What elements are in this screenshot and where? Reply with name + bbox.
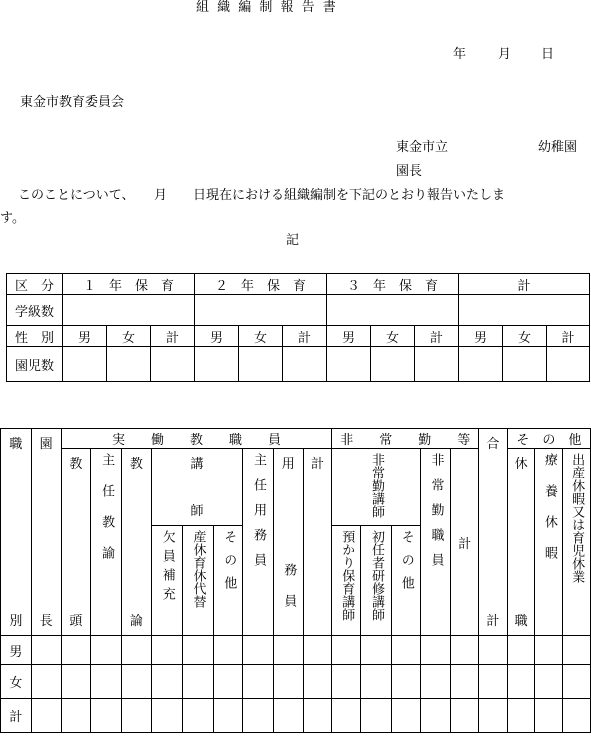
input-children[interactable] [239,347,283,382]
youmu-bottom: 務員 [281,563,297,625]
input-cell[interactable] [563,665,591,699]
input-children[interactable] [415,347,459,382]
kou-sonota-label: その他 [221,530,237,599]
input-classes-year1[interactable] [63,295,195,326]
gender-male: 男 [327,326,371,347]
input-cell[interactable] [182,636,214,665]
input-cell[interactable] [361,665,392,699]
ki-label: 記 [286,233,300,248]
date-year: 年 [453,47,467,62]
input-cell[interactable] [535,699,563,733]
input-cell[interactable] [61,665,91,699]
body-line-2: す。 [0,211,25,226]
col-shoku [1,429,32,636]
gender-female: 女 [371,326,415,347]
input-cell[interactable] [91,636,122,665]
group-koushi [151,449,242,526]
gender-male: 男 [195,326,239,347]
input-cell[interactable] [182,699,214,733]
addressee: 東金市教育委員会 [20,95,125,110]
kyushoku-top: 休 [514,457,528,472]
gou-top-label: 合 [486,437,500,452]
col-hijoukin-sonota [391,526,420,636]
input-cell[interactable] [31,636,61,665]
input-cell[interactable] [122,665,152,699]
gender-male: 男 [63,326,107,347]
input-children[interactable] [327,347,371,382]
input-cell[interactable] [243,636,274,665]
ketsuin-label: 欠員補充 [159,530,175,606]
row-label-male: 男 [1,636,32,665]
gender-total: 計 [547,326,590,347]
sender-city: 東金市立 [396,140,449,155]
en-top-label: 園 [39,437,53,452]
gender-female: 女 [107,326,151,347]
col-youmu [273,449,303,636]
input-cell[interactable] [61,699,91,733]
col-sankyu [182,526,214,636]
input-cell[interactable] [303,665,332,699]
shoku-bottom-label: 別 [9,614,23,629]
input-children[interactable] [459,347,503,382]
input-cell[interactable] [151,699,182,733]
shunin-youmu-label: 主任用務員 [251,453,266,578]
input-cell[interactable] [507,699,535,733]
date-month: 月 [498,47,512,62]
sender-principal: 園長 [396,164,423,179]
input-children[interactable] [63,347,107,382]
input-cell[interactable] [420,665,451,699]
azukari-label: 預かり保育講師 [339,530,355,621]
input-cell[interactable] [243,699,274,733]
body-line-1: このことについて、 月 日現在における組織編制を下記のとおり報告いたしま [18,188,505,203]
input-cell[interactable] [273,699,303,733]
shoku-top-label: 職 [9,437,23,452]
col-kei1 [303,449,332,636]
input-cell[interactable] [31,665,61,699]
col-hijoukin-shokuin [420,449,451,636]
input-cell[interactable] [151,665,182,699]
group-sonota: そ の 他 [507,429,590,449]
input-cell[interactable] [391,665,420,699]
col-kei2 [451,449,479,636]
input-children[interactable] [547,347,590,382]
input-cell[interactable] [214,665,243,699]
shussan-label: 出産休暇又は育児休業 [569,453,585,583]
input-children[interactable] [503,347,547,382]
col-shunin-kyouyu [91,449,122,636]
enrollment-table [6,273,590,382]
input-classes-year2[interactable] [195,295,327,326]
youmu-top: 用 [281,457,295,472]
input-cell[interactable] [451,636,479,665]
kyushoku-bottom: 職 [514,614,528,629]
corner-label: 区 分 [7,274,63,295]
input-cell[interactable] [243,665,274,699]
input-cell[interactable] [303,636,332,665]
gender-female: 女 [503,326,547,347]
kyoutou-bottom: 頭 [69,614,83,629]
input-cell[interactable] [563,699,591,733]
col-kyoutou [61,449,91,636]
en-bottom-label: 長 [39,614,53,629]
input-cell[interactable] [507,665,535,699]
row-label-classes: 学級数 [7,295,63,326]
input-cell[interactable] [420,636,451,665]
hijoukin-shokuin-label: 非常勤職員 [428,453,444,578]
sankyu-label: 産休育休代替 [190,530,206,608]
col-kyushoku [507,449,535,636]
input-cell[interactable] [332,636,361,665]
group-jitsudou: 実 働 教 職 員 [61,429,332,449]
group-hijoukin: 非 常 勤 等 [332,429,479,449]
col-kyouyu [122,449,152,636]
input-cell[interactable] [391,636,420,665]
row-label-children: 園児数 [7,347,63,382]
input-cell[interactable] [214,636,243,665]
hijoukin-sonota-label: その他 [398,530,414,599]
input-cell[interactable] [563,636,591,665]
kou-bottom: 師 [190,504,204,519]
col-ryouyou [535,449,563,636]
input-cell[interactable] [122,699,152,733]
gou-bottom-label: 計 [486,614,500,629]
input-cell[interactable] [91,665,122,699]
col-ketsuin [151,526,182,636]
input-cell[interactable] [479,665,508,699]
input-cell[interactable] [391,699,420,733]
kei2-label: 計 [458,536,472,552]
input-cell[interactable] [479,699,508,733]
gender-male: 男 [459,326,503,347]
gender-total: 計 [415,326,459,347]
input-children[interactable] [195,347,239,382]
staff-table [0,428,591,733]
gender-total: 計 [151,326,195,347]
col-azukari [332,526,361,636]
gender-female: 女 [239,326,283,347]
kou-top: 講 [190,457,204,472]
input-children[interactable] [283,347,327,382]
kyouyu-bottom: 論 [129,614,143,629]
col-shonin [361,526,392,636]
sender-school: 幼稚園 [538,140,578,155]
kyouyu-top: 教 [129,457,143,472]
kei1-label: 計 [310,457,324,472]
input-classes-year3[interactable] [327,295,459,326]
page-title: 組 織 編 制 報 告 書 [196,0,338,15]
input-cell[interactable] [61,636,91,665]
date-day: 日 [541,47,555,62]
ryouyou-label: 療養休暇 [541,453,557,577]
input-cell[interactable] [451,699,479,733]
input-cell[interactable] [507,636,535,665]
input-cell[interactable] [273,636,303,665]
input-children[interactable] [371,347,415,382]
input-cell[interactable] [91,699,122,733]
input-cell[interactable] [535,636,563,665]
input-cell[interactable] [151,636,182,665]
input-cell[interactable] [332,665,361,699]
input-cell[interactable] [332,699,361,733]
hijoukin-koushi-label: 非常勤講師 [368,453,384,518]
input-cell[interactable] [535,665,563,699]
col-shunin-youmu [243,449,274,636]
col-kou-sonota [214,526,243,636]
gender-total: 計 [283,326,327,347]
group-year3: ３ 年 保 育 [327,274,459,295]
input-children[interactable] [151,347,195,382]
col-en [31,429,61,636]
input-cell[interactable] [122,636,152,665]
input-cell[interactable] [214,699,243,733]
input-cell[interactable] [182,665,214,699]
shonin-label: 初任者研修講師 [368,530,384,621]
input-cell[interactable] [451,665,479,699]
input-cell[interactable] [273,665,303,699]
kyoutou-top: 教 [69,457,83,472]
input-cell[interactable] [361,699,392,733]
input-cell[interactable] [303,699,332,733]
input-children[interactable] [107,347,151,382]
input-cell[interactable] [479,636,508,665]
row-label-total: 計 [1,699,32,733]
row-label-female: 女 [1,665,32,699]
group-hijoukin-koushi [332,449,420,526]
group-year2: ２ 年 保 育 [195,274,327,295]
input-cell[interactable] [361,636,392,665]
col-gou [479,429,508,636]
row-label-gender: 性 別 [7,326,63,347]
input-cell[interactable] [420,699,451,733]
col-shussan [563,449,591,636]
group-total: 計 [459,274,590,295]
input-cell[interactable] [31,699,61,733]
group-year1: １ 年 保 育 [63,274,195,295]
shunin-kyouyu-label: 主任教諭 [99,453,115,577]
input-classes-total[interactable] [459,295,590,326]
